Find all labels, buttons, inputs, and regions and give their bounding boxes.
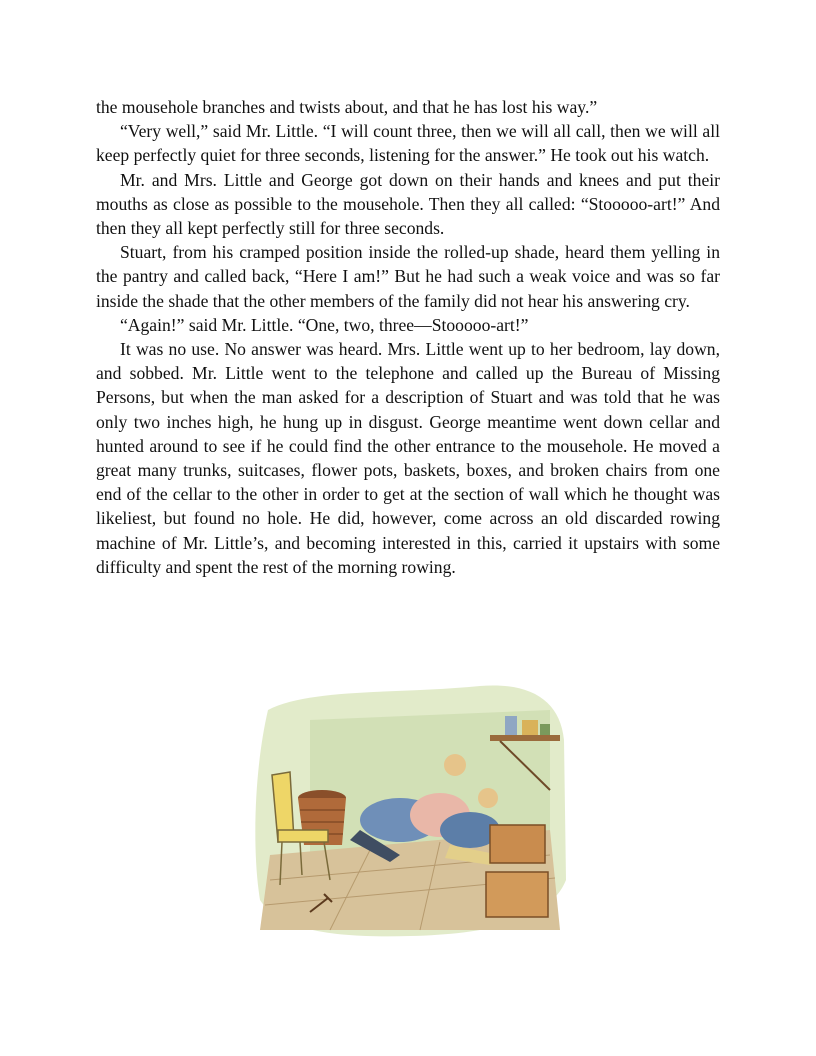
paragraph-2: “Very well,” said Mr. Little. “I will count three, then we will all call, then we will all keep perfectly quiet for three seconds, listening for the answer.” He took out his watch. — [96, 121, 720, 166]
body-text — [96, 95, 720, 579]
paragraph-1: the mousehole branches and twists about, and that he has lost his way.” — [96, 97, 598, 117]
paragraph-6: It was no use. No answer was heard. Mrs. Little went up to her bedroom, lay down, and sobbed. Mr. Little went to the telephone and called up the Bureau of Missing Persons, but when the man asked for a description of Stuart and was told that he was only two inches high, he hung up in disgust. George meantime went down cellar and hunted around to see if he could find the other entrance to the mousehole. He moved a great many trunks, suitcases, flower pots, baskets, boxes, and broken chairs from one end of the cellar to the other in order to get at the section of wall which he thought was likeliest, but found no hole. He did, however, come across an old discarded rowing machine of Mr. Little’s, and becoming interested in this, carried it upstairs with some difficulty and spent the rest of the morning rowing. — [96, 339, 720, 577]
paragraph-4: Stuart, from his cramped position inside the rolled-up shade, heard them yelling in the pantry and called back, “Here I am!” But he had such a weak voice and was so far inside the shade that the other members of the family did not hear his answering cry. — [96, 242, 720, 311]
paragraph-3: Mr. and Mrs. Little and George got down on their hands and knees and put their mouths as close as possible to the mousehole. Then they all called: “Stooooo-art!” And then they all kept perfectly still for three seconds. — [96, 169, 720, 239]
family-at-mousehole-illustration — [250, 680, 570, 940]
paragraph-5: “Again!” said Mr. Little. “One, two, three—Stooooo-art!” — [120, 314, 529, 335]
